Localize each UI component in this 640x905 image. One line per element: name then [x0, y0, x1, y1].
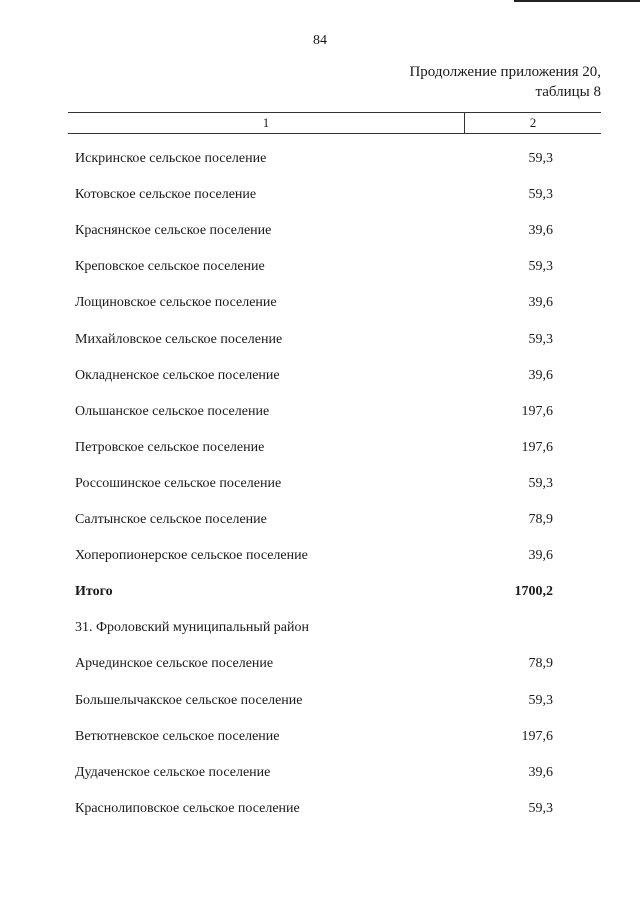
row-name: Окладненское сельское поселение	[75, 368, 280, 383]
table-row	[75, 404, 553, 424]
row-value: 78,9	[528, 512, 553, 527]
table-row	[75, 368, 553, 388]
row-name: Ветютневское сельское поселение	[75, 729, 280, 744]
row-name: Михайловское сельское поселение	[75, 332, 283, 347]
table-row	[75, 801, 553, 821]
row-value: 39,6	[528, 295, 553, 310]
table-row	[75, 259, 553, 279]
column-header-2: 2	[529, 115, 537, 130]
total-row	[75, 584, 553, 604]
row-name: Краснолиповское сельское поселение	[75, 801, 300, 816]
row-value: 59,3	[528, 801, 553, 816]
row-name: Котовское сельское поселение	[75, 187, 257, 202]
table-row	[75, 295, 553, 315]
row-name: Итого	[75, 584, 113, 599]
row-value: 59,3	[528, 693, 553, 708]
table-row	[75, 332, 553, 352]
row-name: Хоперопионерское сельское поселение	[75, 548, 308, 563]
row-name: Краснянское сельское поселение	[75, 223, 272, 238]
row-name: Петровское сельское поселение	[75, 440, 265, 455]
row-value: 39,6	[528, 223, 553, 238]
row-value: 39,6	[528, 765, 553, 780]
row-value: 197,6	[521, 729, 553, 744]
row-value: 39,6	[528, 368, 553, 383]
top-rule	[514, 0, 640, 2]
table-row	[75, 765, 553, 785]
row-value: 59,3	[528, 332, 553, 347]
table-row	[75, 440, 553, 460]
table-row	[75, 512, 553, 532]
header-top-border	[68, 112, 601, 113]
row-value: 59,3	[528, 476, 553, 491]
table-row	[75, 151, 553, 171]
row-name: Большелычакское сельское поселение	[75, 693, 303, 708]
row-value: 59,3	[528, 187, 553, 202]
row-value: 78,9	[528, 656, 553, 671]
row-value: 197,6	[521, 440, 553, 455]
row-name: Искринское сельское поселение	[75, 151, 267, 166]
row-value: 59,3	[528, 259, 553, 274]
table-row	[75, 223, 553, 243]
row-name: Лощиновское сельское поселение	[75, 295, 277, 310]
header-bottom-border	[68, 133, 601, 134]
table-row	[75, 548, 553, 568]
row-name: Арчединское сельское поселение	[75, 656, 274, 671]
table-header	[68, 112, 601, 134]
row-value: 39,6	[528, 548, 553, 563]
table-row	[75, 476, 553, 496]
table-row	[75, 693, 553, 713]
row-name: Россошинское сельское поселение	[75, 476, 282, 491]
page-number: 84	[313, 33, 327, 48]
row-value: 59,3	[528, 151, 553, 166]
row-name: 31. Фроловский муниципальный район	[75, 620, 310, 635]
table-row	[75, 729, 553, 749]
row-name: Ольшанское сельское поселение	[75, 404, 270, 419]
row-value: 1700,2	[514, 584, 553, 599]
table-row	[75, 187, 553, 207]
row-name: Креповское сельское поселение	[75, 259, 265, 274]
table-row	[75, 620, 553, 640]
column-header-1: 1	[262, 115, 270, 130]
appendix-line-2: таблицы 8	[535, 84, 601, 100]
row-value: 197,6	[521, 404, 553, 419]
appendix-line-1: Продолжение приложения 20,	[409, 64, 601, 80]
row-name: Салтынское сельское поселение	[75, 512, 267, 527]
table-row	[75, 656, 553, 676]
row-name: Дудаченское сельское поселение	[75, 765, 271, 780]
appendix-reference	[409, 62, 601, 102]
